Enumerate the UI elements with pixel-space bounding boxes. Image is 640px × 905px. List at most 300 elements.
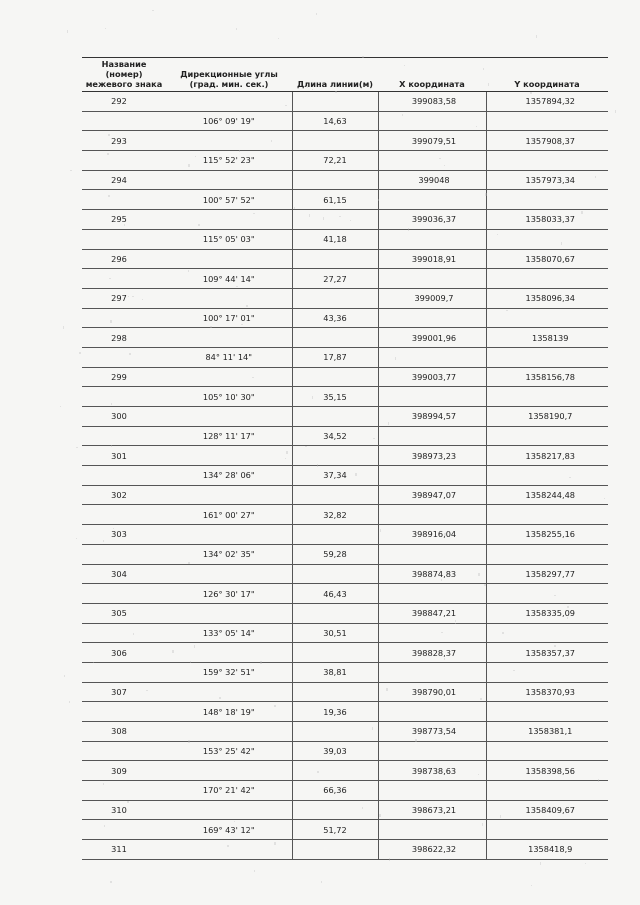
point-row	[82, 288, 608, 308]
scan-speck	[488, 83, 489, 86]
segment-row	[82, 229, 608, 249]
scan-speck	[561, 242, 562, 245]
name-empty	[82, 741, 166, 761]
mark-name: 300	[82, 407, 166, 427]
direction-angle: 133° 05' 14"	[166, 623, 292, 643]
x-coordinate: 399079,51	[378, 131, 486, 151]
mark-name: 292	[82, 92, 166, 112]
direction-angle: 161° 00' 27"	[166, 505, 292, 525]
y-coordinate: 1358255,16	[486, 525, 608, 545]
x-empty	[378, 544, 486, 564]
header-direction-angle: Дирекционные углы (град. мин. сек.)	[166, 57, 292, 92]
x-coordinate: 398622,32	[378, 840, 486, 860]
length-empty	[292, 92, 378, 112]
scan-speck	[441, 579, 442, 581]
scan-speck	[274, 705, 276, 707]
point-row	[82, 840, 608, 860]
x-empty	[378, 466, 486, 486]
scan-speck	[362, 807, 363, 809]
length-empty	[292, 603, 378, 623]
scan-speck	[532, 138, 534, 141]
line-length: 72,21	[292, 151, 378, 171]
scan-speck	[536, 35, 537, 38]
scan-speck	[260, 661, 262, 664]
scan-speck	[69, 701, 70, 703]
scan-speck	[214, 439, 215, 440]
x-coordinate: 399003,77	[378, 367, 486, 387]
line-length: 34,52	[292, 426, 378, 446]
scan-speck	[188, 164, 190, 167]
point-row	[82, 564, 608, 584]
scan-speck	[362, 56, 364, 58]
scan-speck	[128, 296, 129, 297]
scan-speck	[338, 478, 339, 479]
y-empty	[486, 190, 608, 210]
direction-angle: 169° 43' 12"	[166, 820, 292, 840]
scan-speck	[103, 783, 104, 785]
segment-row	[82, 466, 608, 486]
scan-speck	[441, 632, 443, 633]
y-coordinate: 1358033,37	[486, 210, 608, 230]
x-coordinate: 398973,23	[378, 446, 486, 466]
direction-angle: 115° 05' 03"	[166, 229, 292, 249]
name-empty	[82, 544, 166, 564]
segment-row	[82, 662, 608, 682]
angle-empty	[166, 328, 292, 348]
name-empty	[82, 387, 166, 407]
name-empty	[82, 820, 166, 840]
scan-speck	[107, 153, 109, 155]
length-empty	[292, 485, 378, 505]
angle-empty	[166, 210, 292, 230]
length-empty	[292, 682, 378, 702]
name-empty	[82, 584, 166, 604]
name-empty	[82, 269, 166, 289]
scan-speck	[253, 213, 255, 214]
scan-speck	[482, 823, 483, 826]
scan-speck	[274, 842, 276, 845]
segment-row	[82, 505, 608, 525]
y-coordinate: 1358418,9	[486, 840, 608, 860]
header-x-coordinate: X координата	[378, 57, 486, 92]
scan-speck	[195, 156, 196, 157]
x-coordinate: 398847,21	[378, 603, 486, 623]
length-empty	[292, 800, 378, 820]
scan-speck	[110, 881, 112, 883]
direction-angle: 153° 25' 42"	[166, 741, 292, 761]
name-empty	[82, 781, 166, 801]
x-empty	[378, 702, 486, 722]
scan-speck	[455, 620, 456, 622]
scan-speck	[104, 825, 105, 827]
scan-speck	[117, 373, 118, 374]
y-coordinate: 1358381,1	[486, 722, 608, 742]
segment-row	[82, 151, 608, 171]
scan-speck	[252, 377, 254, 378]
angle-empty	[166, 682, 292, 702]
scan-speck	[567, 606, 569, 608]
line-length: 17,87	[292, 347, 378, 367]
y-coordinate: 1358096,34	[486, 288, 608, 308]
scan-speck	[278, 38, 279, 39]
scan-speck	[111, 403, 112, 405]
x-coordinate: 398947,07	[378, 485, 486, 505]
name-empty	[82, 426, 166, 446]
scan-speck	[530, 92, 532, 94]
x-coordinate: 399083,58	[378, 92, 486, 112]
y-empty	[486, 466, 608, 486]
angle-empty	[166, 131, 292, 151]
y-empty	[486, 820, 608, 840]
direction-angle: 128° 11' 17"	[166, 426, 292, 446]
line-length: 19,36	[292, 702, 378, 722]
point-row	[82, 485, 608, 505]
scan-speck	[478, 573, 480, 576]
scan-speck	[476, 126, 477, 127]
scan-speck	[485, 193, 487, 196]
scan-speck	[615, 110, 616, 113]
scan-speck	[146, 690, 148, 691]
x-coordinate: 399001,96	[378, 328, 486, 348]
point-row	[82, 131, 608, 151]
mark-name: 302	[82, 485, 166, 505]
y-empty	[486, 151, 608, 171]
scan-speck	[60, 406, 61, 407]
x-empty	[378, 111, 486, 131]
header-line-length: Длина линии(м)	[292, 57, 378, 92]
scan-speck	[585, 863, 586, 864]
scan-speck	[105, 28, 106, 29]
mark-name: 299	[82, 367, 166, 387]
angle-empty	[166, 446, 292, 466]
scan-speck	[70, 170, 72, 171]
scan-speck	[124, 224, 125, 226]
scan-speck	[395, 357, 396, 360]
scan-speck	[108, 195, 110, 197]
point-row	[82, 761, 608, 781]
scan-speck	[581, 211, 583, 214]
mark-name: 295	[82, 210, 166, 230]
coordinates-table	[82, 57, 608, 860]
mark-name: 296	[82, 249, 166, 269]
name-empty	[82, 151, 166, 171]
scan-speck	[111, 445, 112, 447]
mark-name: 298	[82, 328, 166, 348]
angle-empty	[166, 170, 292, 190]
y-coordinate: 1358139	[486, 328, 608, 348]
direction-angle: 84° 11' 14"	[166, 347, 292, 367]
length-empty	[292, 288, 378, 308]
y-empty	[486, 662, 608, 682]
segment-row	[82, 544, 608, 564]
direction-angle: 134° 02' 35"	[166, 544, 292, 564]
point-row	[82, 407, 608, 427]
scan-speck	[188, 562, 190, 564]
scan-speck	[254, 870, 255, 872]
mark-name: 308	[82, 722, 166, 742]
length-empty	[292, 210, 378, 230]
direction-angle: 148° 18' 19"	[166, 702, 292, 722]
scan-speck	[355, 473, 357, 476]
scan-speck	[142, 299, 143, 300]
scan-speck	[402, 114, 403, 116]
mark-name: 305	[82, 603, 166, 623]
y-coordinate: 1358070,67	[486, 249, 608, 269]
angle-empty	[166, 288, 292, 308]
y-empty	[486, 702, 608, 722]
length-empty	[292, 446, 378, 466]
scan-speck	[389, 858, 390, 861]
x-empty	[378, 151, 486, 171]
direction-angle: 134° 28' 06"	[166, 466, 292, 486]
line-length: 32,82	[292, 505, 378, 525]
scan-speck	[567, 617, 568, 619]
header-mark-name: Название (номер) межевого знака	[82, 57, 166, 92]
x-empty	[378, 426, 486, 446]
point-row	[82, 249, 608, 269]
length-empty	[292, 131, 378, 151]
scan-speck	[216, 439, 217, 440]
table-body	[82, 92, 608, 860]
scan-speck	[415, 739, 417, 742]
y-empty	[486, 505, 608, 525]
y-empty	[486, 229, 608, 249]
scan-speck	[330, 281, 331, 282]
name-empty	[82, 190, 166, 210]
mark-name: 297	[82, 288, 166, 308]
name-empty	[82, 229, 166, 249]
direction-angle: 159° 32' 51"	[166, 662, 292, 682]
length-empty	[292, 564, 378, 584]
scan-speck	[386, 688, 388, 691]
y-coordinate: 1358335,09	[486, 603, 608, 623]
angle-empty	[166, 643, 292, 663]
point-row	[82, 92, 608, 112]
x-empty	[378, 781, 486, 801]
scan-speck	[455, 623, 456, 624]
angle-empty	[166, 761, 292, 781]
segment-row	[82, 741, 608, 761]
y-coordinate: 1358190,7	[486, 407, 608, 427]
length-empty	[292, 328, 378, 348]
line-length: 66,36	[292, 781, 378, 801]
scan-speck	[404, 65, 405, 66]
direction-angle: 109° 44' 14"	[166, 269, 292, 289]
mark-name: 310	[82, 800, 166, 820]
line-length: 41,18	[292, 229, 378, 249]
line-length: 39,03	[292, 741, 378, 761]
scan-speck	[190, 661, 191, 663]
scan-speck	[93, 662, 94, 663]
scan-speck	[236, 286, 238, 287]
direction-angle: 100° 57' 52"	[166, 190, 292, 210]
scan-speck	[236, 28, 237, 30]
scan-speck	[79, 352, 81, 354]
scan-speck	[598, 779, 599, 782]
length-empty	[292, 170, 378, 190]
coordinates-table-container	[82, 57, 608, 860]
segment-row	[82, 111, 608, 131]
scan-speck	[513, 670, 515, 671]
point-row	[82, 800, 608, 820]
scan-speck	[309, 214, 310, 217]
point-row	[82, 446, 608, 466]
length-empty	[292, 840, 378, 860]
y-coordinate: 1358217,83	[486, 446, 608, 466]
table-header-row	[82, 57, 608, 92]
y-empty	[486, 269, 608, 289]
x-coordinate: 398874,83	[378, 564, 486, 584]
scan-speck	[188, 740, 190, 743]
y-empty	[486, 741, 608, 761]
name-empty	[82, 308, 166, 328]
angle-empty	[166, 800, 292, 820]
scan-speck	[285, 458, 286, 459]
name-empty	[82, 505, 166, 525]
length-empty	[292, 367, 378, 387]
y-empty	[486, 781, 608, 801]
length-empty	[292, 525, 378, 545]
x-empty	[378, 269, 486, 289]
x-coordinate: 398790,01	[378, 682, 486, 702]
angle-empty	[166, 564, 292, 584]
scan-speck	[108, 134, 110, 136]
scan-speck	[246, 305, 248, 307]
scan-speck	[106, 70, 107, 73]
y-empty	[486, 347, 608, 367]
scan-speck	[188, 270, 189, 272]
y-empty	[486, 623, 608, 643]
scan-speck	[321, 881, 322, 883]
segment-row	[82, 781, 608, 801]
x-coordinate: 399048	[378, 170, 486, 190]
y-coordinate: 1358398,56	[486, 761, 608, 781]
scan-speck	[595, 176, 596, 178]
line-length: 51,72	[292, 820, 378, 840]
direction-angle: 100° 17' 01"	[166, 308, 292, 328]
x-empty	[378, 820, 486, 840]
scan-speck	[103, 540, 104, 542]
scan-speck	[133, 633, 134, 635]
y-coordinate: 1357908,37	[486, 131, 608, 151]
length-empty	[292, 407, 378, 427]
scan-speck	[335, 91, 337, 93]
scan-speck	[109, 278, 111, 279]
scan-speck	[64, 675, 65, 677]
mark-name: 307	[82, 682, 166, 702]
point-row	[82, 367, 608, 387]
scan-speck	[194, 645, 195, 648]
length-empty	[292, 722, 378, 742]
segment-row	[82, 623, 608, 643]
segment-row	[82, 426, 608, 446]
scan-speck	[604, 498, 605, 499]
point-row	[82, 682, 608, 702]
mark-name: 311	[82, 840, 166, 860]
y-coordinate: 1357973,34	[486, 170, 608, 190]
scan-speck	[113, 528, 114, 529]
angle-empty	[166, 407, 292, 427]
y-empty	[486, 544, 608, 564]
name-empty	[82, 111, 166, 131]
line-length: 14,63	[292, 111, 378, 131]
segment-row	[82, 387, 608, 407]
y-coordinate: 1358370,93	[486, 682, 608, 702]
line-length: 27,27	[292, 269, 378, 289]
scan-speck	[484, 584, 486, 586]
scan-speck	[378, 199, 379, 201]
x-empty	[378, 662, 486, 682]
mark-name: 306	[82, 643, 166, 663]
scan-speck	[478, 774, 479, 775]
scan-speck	[500, 815, 501, 818]
scan-speck	[241, 324, 243, 325]
direction-angle: 170° 21' 42"	[166, 781, 292, 801]
point-row	[82, 210, 608, 230]
line-length: 35,15	[292, 387, 378, 407]
length-empty	[292, 761, 378, 781]
x-coordinate: 398773,54	[378, 722, 486, 742]
point-row	[82, 525, 608, 545]
angle-empty	[166, 92, 292, 112]
scan-speck	[436, 257, 437, 259]
x-coordinate: 398994,57	[378, 407, 486, 427]
scan-speck	[294, 207, 295, 209]
mark-name: 304	[82, 564, 166, 584]
mark-name: 293	[82, 131, 166, 151]
x-coordinate: 399009,7	[378, 288, 486, 308]
scan-speck	[531, 885, 532, 886]
x-empty	[378, 190, 486, 210]
scan-speck	[307, 85, 308, 88]
name-empty	[82, 662, 166, 682]
length-empty	[292, 249, 378, 269]
scan-speck	[129, 353, 131, 355]
scan-speck	[323, 217, 324, 220]
scan-speck	[127, 801, 129, 803]
scan-speck	[312, 89, 313, 90]
name-empty	[82, 347, 166, 367]
scan-speck	[388, 422, 389, 425]
x-coordinate: 398673,21	[378, 800, 486, 820]
angle-empty	[166, 525, 292, 545]
scan-speck	[132, 296, 134, 297]
scan-speck	[76, 538, 77, 539]
scan-speck	[286, 451, 288, 454]
scan-speck	[556, 375, 557, 378]
scan-speck	[444, 658, 445, 660]
scan-speck	[540, 862, 541, 865]
scan-speck	[483, 68, 484, 70]
x-empty	[378, 505, 486, 525]
point-row	[82, 603, 608, 623]
segment-row	[82, 584, 608, 604]
point-row	[82, 722, 608, 742]
scan-speck	[480, 698, 482, 700]
y-empty	[486, 426, 608, 446]
point-row	[82, 328, 608, 348]
scan-speck	[497, 234, 498, 235]
line-length: 38,81	[292, 662, 378, 682]
x-empty	[378, 229, 486, 249]
angle-empty	[166, 485, 292, 505]
scan-speck	[372, 727, 373, 730]
y-empty	[486, 308, 608, 328]
name-empty	[82, 702, 166, 722]
segment-row	[82, 347, 608, 367]
scan-speck	[219, 697, 221, 699]
x-coordinate: 398916,04	[378, 525, 486, 545]
